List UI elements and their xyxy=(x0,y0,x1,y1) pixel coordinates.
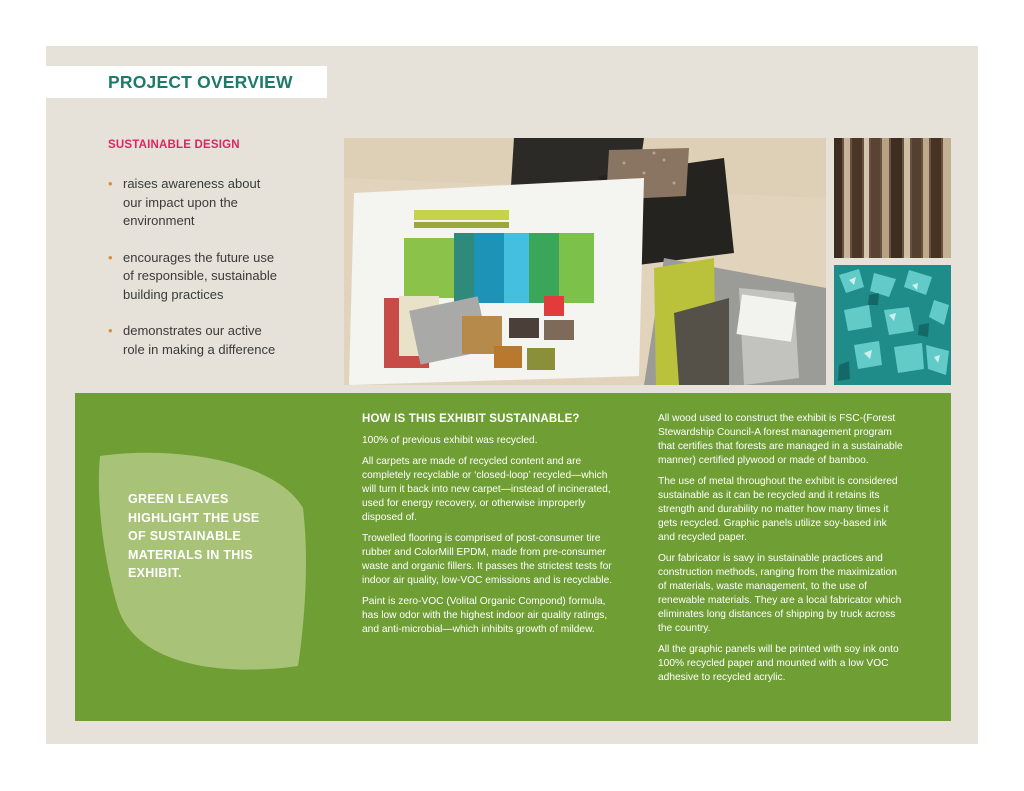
bullet-line: building practices xyxy=(123,286,224,302)
list-item xyxy=(108,322,333,359)
bullet-line: environment xyxy=(123,213,195,228)
callout-line: EXHIBIT. xyxy=(128,566,182,580)
materials-board-photo xyxy=(344,138,826,385)
bullet-dot-icon: • xyxy=(108,176,113,191)
callout-line: HIGHLIGHT THE USE xyxy=(128,510,260,525)
bullet-line: encourages the future use xyxy=(123,249,275,265)
sustainable-design-heading: SUSTAINABLE DESIGN xyxy=(108,139,240,151)
sustainability-column-1 xyxy=(362,412,618,644)
paragraph: Paint is zero-VOC (Volital Organic Compond) formula, has low odor with the highest indoor air quality ratings, and anti-microbial—which inhibits growth of mildew. xyxy=(362,596,608,635)
paragraph: Our fabricator is savy in sustainable practices and construction methods, ranging from the maximization of materials, waste management, to the use of renewable materials. They are a local fabricator which eliminates long distances of shipping by truck across the country. xyxy=(658,553,902,634)
leaf-callout xyxy=(128,490,298,583)
paragraph: 100% of previous exhibit was recycled. xyxy=(362,435,538,446)
callout-line: MATERIALS IN THIS xyxy=(128,547,254,562)
sustainability-column-2 xyxy=(658,412,906,692)
paragraph: All carpets are made of recycled content and are completely recyclable or ‘closed-loop’ recycled—which will turn it back into new carpet—instead of incinerated, used for energy recovery, or otherwise improperly disposed of. xyxy=(362,456,611,523)
paragraph: All wood used to construct the exhibit is FSC-(Forest Stewardship Council-A forest management program that certifies that forests are managed in a sustainable manner) certified plywood or made of bamboo. xyxy=(658,413,903,466)
page-title: PROJECT OVERVIEW xyxy=(108,71,293,92)
sustainable-design-list xyxy=(108,175,333,377)
paragraph: All the graphic panels will be printed with soy ink onto 100% recycled paper and mounted with a low VOC adhesive to recycled acrylic. xyxy=(658,644,899,683)
callout-line: GREEN LEAVES xyxy=(128,492,229,506)
bullet-dot-icon: • xyxy=(108,249,113,265)
list-item xyxy=(108,175,333,231)
bullet-line: of responsible, sustainable xyxy=(123,268,277,283)
bullet-dot-icon: • xyxy=(108,323,113,338)
column-heading: HOW IS THIS EXHIBIT SUSTAINABLE? xyxy=(362,413,580,425)
bullet-line: role in making a difference xyxy=(123,341,276,357)
bullet-line: our impact upon the xyxy=(123,194,238,210)
list-item xyxy=(108,249,333,305)
paragraph: Trowelled flooring is comprised of post-consumer tire rubber and ColorMill EPDM, made from pre-consumer waste and organic fillers. It passes the strictest tests for indoor air quality, low-VOC emissions and is recyclable. xyxy=(362,533,613,586)
recycled-glass-photo xyxy=(834,265,951,385)
wood-sample-photo xyxy=(834,138,951,258)
title-bar xyxy=(46,66,327,98)
callout-line: OF SUSTAINABLE xyxy=(128,529,241,543)
bullet-line: demonstrates our active xyxy=(123,323,262,338)
bullet-line: raises awareness about xyxy=(123,176,261,191)
paragraph: The use of metal throughout the exhibit is considered sustainable as it can be recycled and it retains its strength and durability no matter how many times it gets recycled. Graphic panels utilize soy-based ink and recycled paper. xyxy=(658,476,898,543)
